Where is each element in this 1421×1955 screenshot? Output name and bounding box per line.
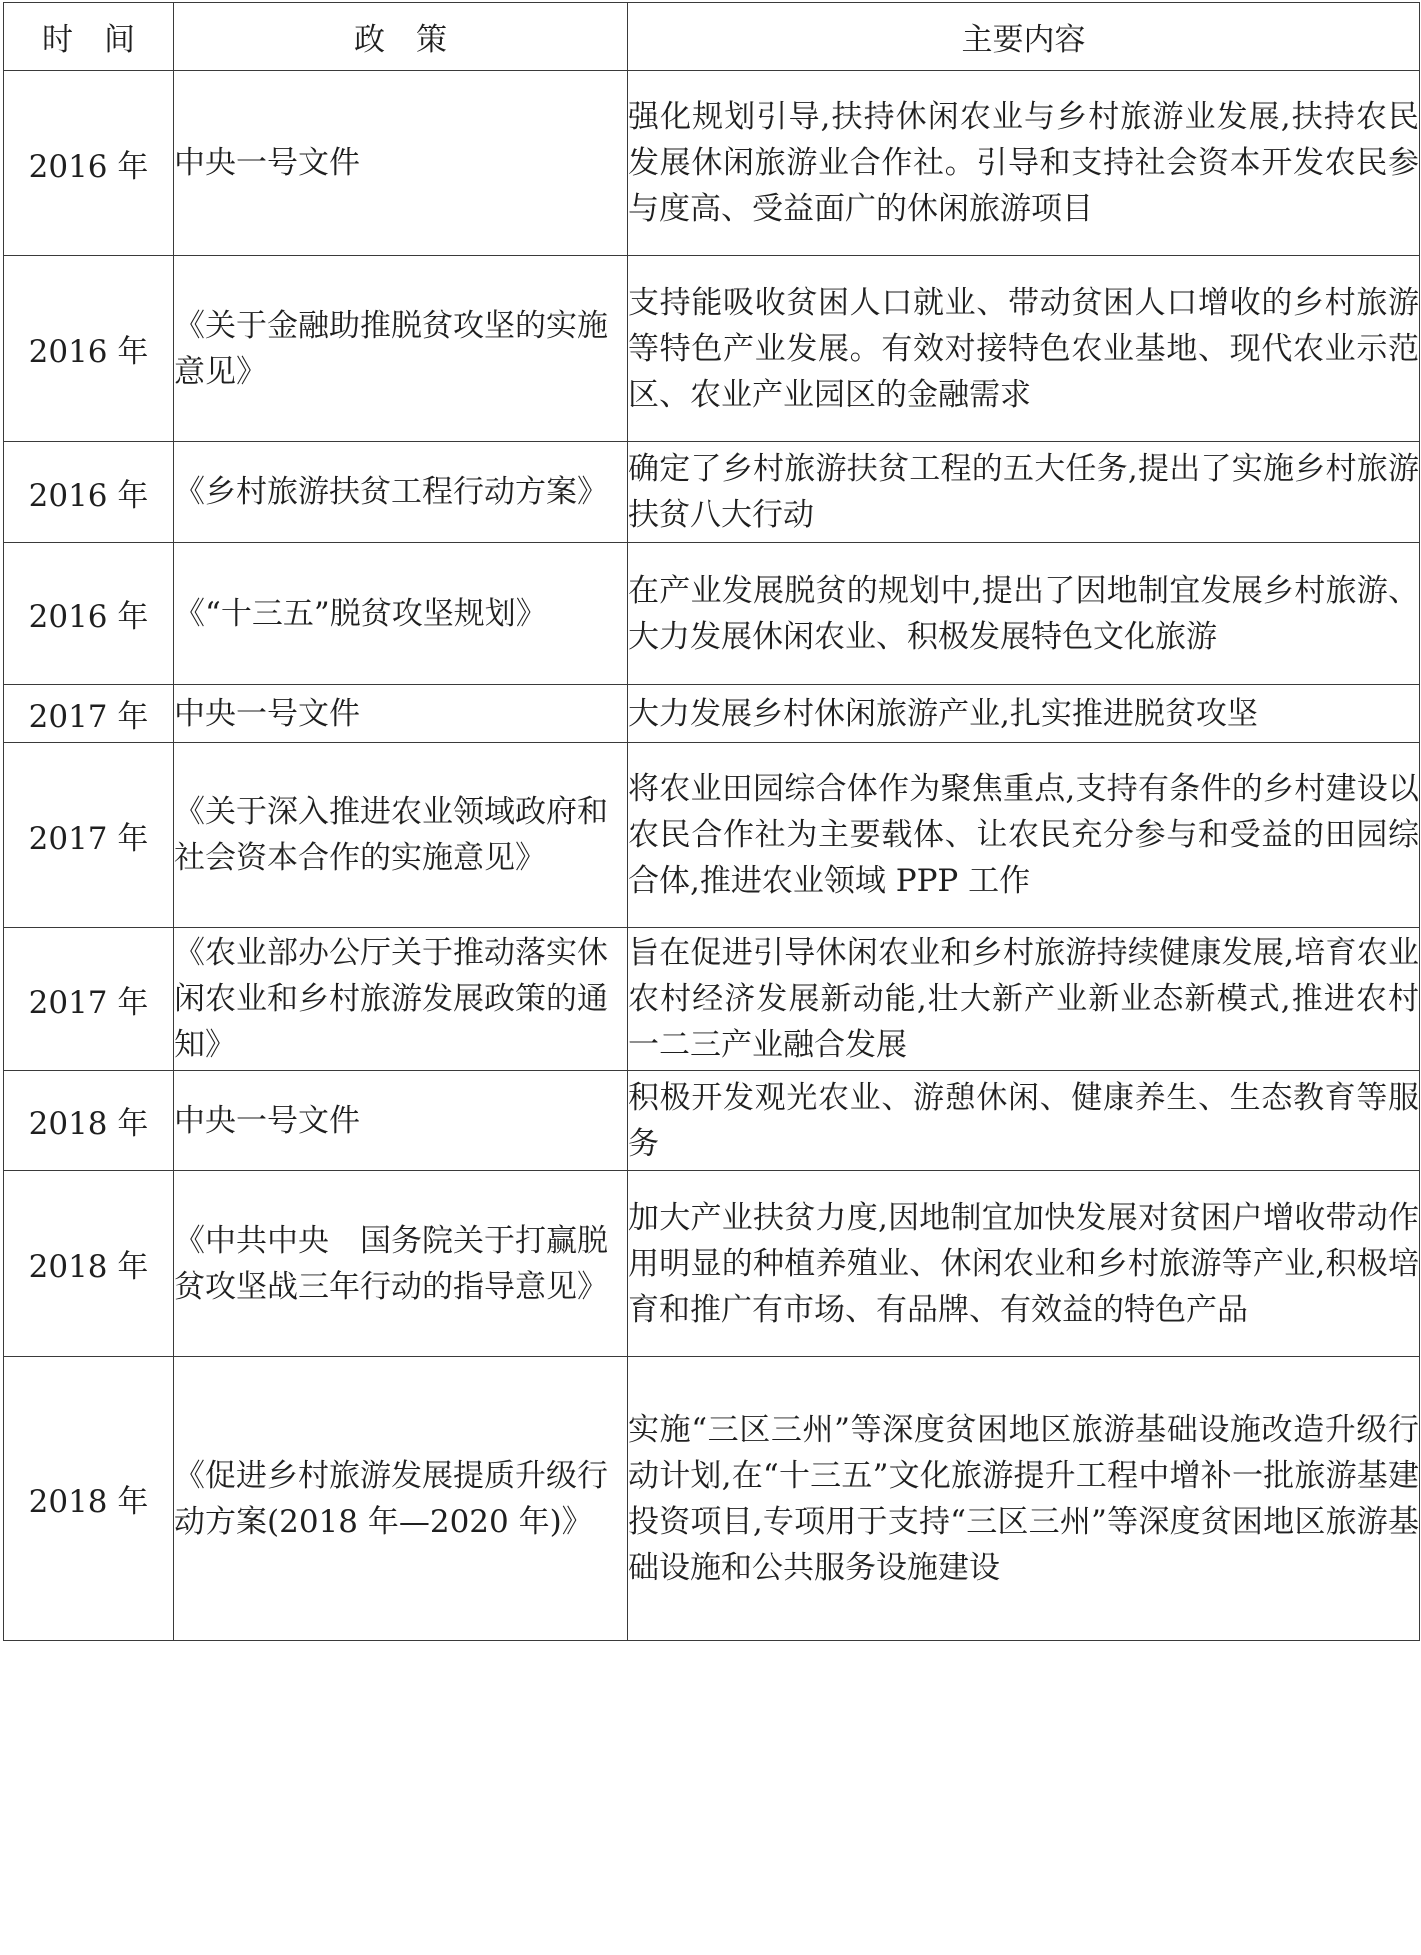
table-row — [4, 1357, 1420, 1641]
policy-table — [3, 2, 1420, 1641]
policy-cell: 《促进乡村旅游发展提质升级行动方案(2018 年—2020 年)》 — [174, 1357, 628, 1641]
policy-cell: 中央一号文件 — [174, 685, 628, 743]
table-row — [4, 71, 1420, 256]
table-row — [4, 1071, 1420, 1171]
table-row — [4, 743, 1420, 928]
header-content: 主要内容 — [628, 3, 1420, 71]
policy-cell: 《“十三五”脱贫攻坚规划》 — [174, 543, 628, 685]
policy-cell: 《关于金融助推脱贫攻坚的实施意见》 — [174, 256, 628, 442]
content-cell: 实施“三区三州”等深度贫困地区旅游基础设施改造升级行动计划,在“十三五”文化旅游提升工程中增补一批旅游基建投资项目,专项用于支持“三区三州”等深度贫困地区旅游基础设施和公共服务设施建设 — [628, 1357, 1420, 1641]
content-cell: 在产业发展脱贫的规划中,提出了因地制宜发展乡村旅游、大力发展休闲农业、积极发展特色文化旅游 — [628, 543, 1420, 685]
policy-cell: 《中共中央 国务院关于打赢脱贫攻坚战三年行动的指导意见》 — [174, 1171, 628, 1357]
year-cell: 2016 年 — [4, 256, 174, 442]
year-cell: 2018 年 — [4, 1171, 174, 1357]
content-cell: 将农业田园综合体作为聚焦重点,支持有条件的乡村建设以农民合作社为主要载体、让农民充分参与和受益的田园综合体,推进农业领域 PPP 工作 — [628, 743, 1420, 928]
policy-cell: 《乡村旅游扶贫工程行动方案》 — [174, 442, 628, 543]
policy-cell: 中央一号文件 — [174, 71, 628, 256]
table-row — [4, 1171, 1420, 1357]
year-cell: 2017 年 — [4, 743, 174, 928]
table-row — [4, 256, 1420, 442]
year-cell: 2017 年 — [4, 685, 174, 743]
year-cell: 2018 年 — [4, 1357, 174, 1641]
table-row — [4, 442, 1420, 543]
header-time: 时 间 — [4, 3, 174, 71]
content-cell: 大力发展乡村休闲旅游产业,扎实推进脱贫攻坚 — [628, 685, 1420, 743]
year-cell: 2017 年 — [4, 928, 174, 1071]
table-row — [4, 685, 1420, 743]
policy-cell: 中央一号文件 — [174, 1071, 628, 1171]
policy-cell: 《农业部办公厅关于推动落实休闲农业和乡村旅游发展政策的通知》 — [174, 928, 628, 1071]
content-cell: 加大产业扶贫力度,因地制宜加快发展对贫困户增收带动作用明显的种植养殖业、休闲农业和乡村旅游等产业,积极培育和推广有市场、有品牌、有效益的特色产品 — [628, 1171, 1420, 1357]
year-cell: 2016 年 — [4, 71, 174, 256]
year-cell: 2016 年 — [4, 543, 174, 685]
content-cell: 强化规划引导,扶持休闲农业与乡村旅游业发展,扶持农民发展休闲旅游业合作社。引导和支持社会资本开发农民参与度高、受益面广的休闲旅游项目 — [628, 71, 1420, 256]
header-policy: 政 策 — [174, 3, 628, 71]
table-row — [4, 543, 1420, 685]
content-cell: 旨在促进引导休闲农业和乡村旅游持续健康发展,培育农业农村经济发展新动能,壮大新产业新业态新模式,推进农村一二三产业融合发展 — [628, 928, 1420, 1071]
policy-cell: 《关于深入推进农业领域政府和社会资本合作的实施意见》 — [174, 743, 628, 928]
year-cell: 2018 年 — [4, 1071, 174, 1171]
content-cell: 支持能吸收贫困人口就业、带动贫困人口增收的乡村旅游等特色产业发展。有效对接特色农业基地、现代农业示范区、农业产业园区的金融需求 — [628, 256, 1420, 442]
content-cell: 确定了乡村旅游扶贫工程的五大任务,提出了实施乡村旅游扶贫八大行动 — [628, 442, 1420, 543]
table-row — [4, 928, 1420, 1071]
content-cell: 积极开发观光农业、游憩休闲、健康养生、生态教育等服务 — [628, 1071, 1420, 1171]
header-row — [4, 3, 1420, 71]
year-cell: 2016 年 — [4, 442, 174, 543]
